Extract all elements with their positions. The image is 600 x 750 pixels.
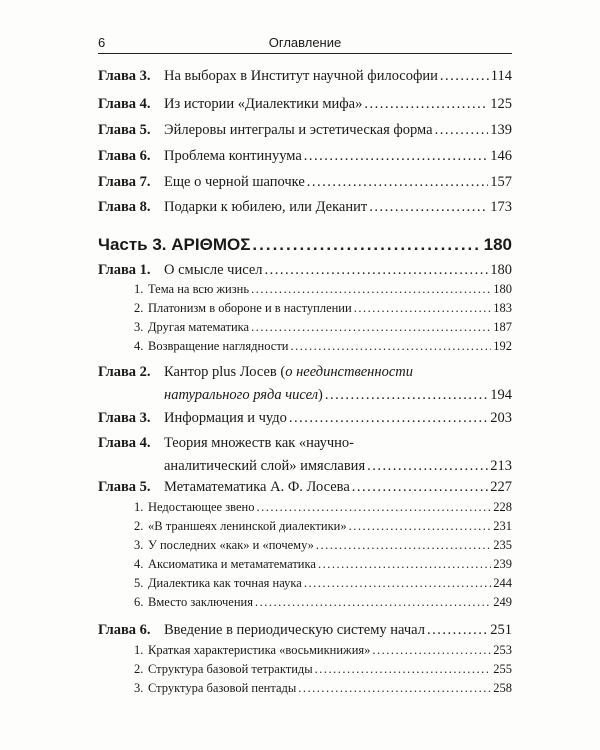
section-title: Тема на всю жизнь <box>148 282 250 296</box>
chapter-title: Введение в периодическую систему начал <box>164 622 425 638</box>
page-ref: 180 <box>490 262 512 278</box>
chapter-label: Глава 3. <box>98 68 151 84</box>
chapter-title-line2: натурального ряда чисел <box>164 387 319 403</box>
section-number: 6. <box>134 595 144 609</box>
chapter-title: Еще о черной шапочке <box>164 174 305 190</box>
page-number: 6 <box>98 35 106 50</box>
chapter-label: Глава 3. <box>98 410 151 426</box>
page-ref: 187 <box>493 320 512 334</box>
page-ref: 139 <box>490 122 512 138</box>
page-ref: 239 <box>493 557 512 571</box>
chapter-title: Подарки к юбилею, или Деканит <box>164 199 368 215</box>
section-title: Возвращение наглядности <box>148 339 289 353</box>
page-ref: 258 <box>493 681 512 695</box>
chapter-label: Глава 5. <box>98 122 151 138</box>
chapter-title: Метаматематика А. Ф. Лосева <box>164 479 350 495</box>
page-ref: 180 <box>483 235 512 254</box>
page-ref: 180 <box>493 282 512 296</box>
section-title: Структура базовой пентады <box>148 681 297 695</box>
chapter-title: Проблема континуума <box>164 148 302 164</box>
running-title: Оглавление <box>268 35 342 50</box>
section-number: 1. <box>134 500 144 514</box>
section-number: 2. <box>134 519 144 533</box>
section-title: Вместо заключения <box>148 595 253 609</box>
page-ref: 244 <box>493 576 512 590</box>
page-ref: 213 <box>490 458 512 474</box>
section-number: 5. <box>134 576 144 590</box>
chapter-label: Глава 6. <box>98 148 151 164</box>
section-number: 4. <box>134 557 144 571</box>
section-title: Другая математика <box>148 320 250 334</box>
page-ref: 227 <box>490 479 512 495</box>
section-title: Диалектика как точная наука <box>148 576 302 590</box>
section-number: 2. <box>134 301 144 315</box>
toc-entry[interactable] <box>98 433 512 477</box>
page-ref: 251 <box>490 622 512 638</box>
chapter-label: Глава 7. <box>98 174 151 190</box>
chapter-label: Глава 6. <box>98 622 151 638</box>
section-number: 3. <box>134 538 144 552</box>
page-ref: 125 <box>490 96 512 112</box>
page-ref: 203 <box>490 410 512 426</box>
chapter-label: Глава 2. <box>98 364 151 380</box>
chapter-label: Глава 1. <box>98 262 151 278</box>
section-number: 2. <box>134 662 144 676</box>
section-title: Краткая характеристика «восьмикнижия» <box>148 643 371 657</box>
running-header <box>98 35 512 54</box>
section-title: У последних «как» и «почему» <box>148 538 314 552</box>
chapter-title-line1: Теория множеств как «научно- <box>164 435 355 451</box>
page-ref: 228 <box>493 500 512 514</box>
section-number: 3. <box>134 681 144 695</box>
section-number: 1. <box>134 643 144 657</box>
chapter-label: Глава 8. <box>98 199 151 215</box>
page-ref: 146 <box>490 148 512 164</box>
page-ref: 253 <box>493 643 512 657</box>
page-ref: 183 <box>493 301 512 315</box>
chapter-title-line1: Кантор plus Лосев (о неединственности <box>164 364 413 380</box>
page-ref: 192 <box>493 339 512 353</box>
page-ref: 255 <box>493 662 512 676</box>
chapter-title: Эйлеровы интегралы и эстетическая форма <box>164 122 433 138</box>
page-ref: 157 <box>490 174 512 190</box>
page-ref: 235 <box>493 538 512 552</box>
chapter-title: Из истории «Диалектики мифа» <box>164 96 363 112</box>
section-title: «В траншеях ленинской диалектики» <box>148 519 347 533</box>
section-number: 4. <box>134 339 144 353</box>
chapter-title: На выборах в Институт научной философии <box>164 68 438 84</box>
chapter-label: Глава 4. <box>98 96 151 112</box>
chapter-title: Информация и чудо <box>164 410 287 426</box>
section-title: Структура базовой тетрактиды <box>148 662 313 676</box>
part-title: Часть 3. ΑΡΙΘΜΟΣ <box>98 235 251 254</box>
page-ref: 249 <box>493 595 512 609</box>
chapter-label: Глава 4. <box>98 435 151 451</box>
section-title: Платонизм в обороне и в наступлении <box>148 301 352 315</box>
chapter-title-line2: аналитический слой» имяславия <box>164 458 366 474</box>
page-ref: 194 <box>490 387 512 403</box>
page-ref: 173 <box>490 199 512 215</box>
chapter-label: Глава 5. <box>98 479 151 495</box>
page-ref: 231 <box>493 519 512 533</box>
toc-entry[interactable]: Глава 2. Кантор plus Лосев (о неединственности натурального ряда чисел) ..... 194 <box>98 362 512 406</box>
section-title: Аксиоматика и метаматематика <box>148 557 316 571</box>
section-number: 3. <box>134 320 144 334</box>
part-heading[interactable] <box>98 234 512 256</box>
section-number: 1. <box>134 282 144 296</box>
page-ref: 114 <box>490 68 512 84</box>
chapter-title: О смысле чисел <box>164 262 263 278</box>
section-title: Недостающее звено <box>148 500 255 514</box>
